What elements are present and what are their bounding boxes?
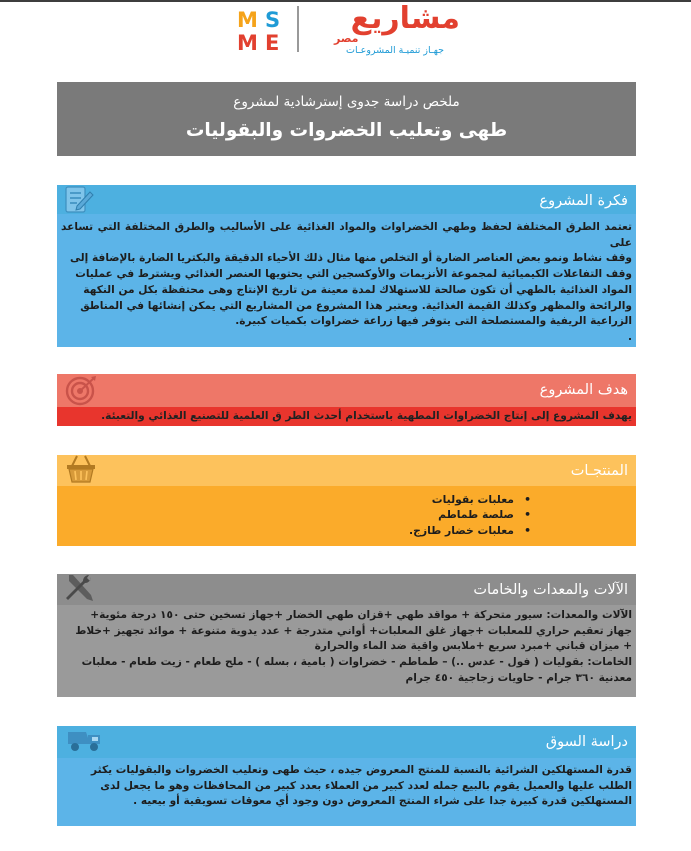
title-subtitle: ملخص دراسة جدوى إسترشادية لمشروع [233,94,460,110]
equipment-line-3: + ميزان قباني +مبرد سريع +ملابس واقية ضد الماء والحرارة [314,640,632,653]
equipment-header [57,574,636,605]
logo-letter-e: E [265,31,280,55]
products-title: المنتجـات [570,463,628,479]
equipment-line-5: معدنية ٣٦٠ جرام - حاويات زجاجية ٤٥٠ جرام [405,671,632,684]
basket-icon [64,452,98,486]
equipment-title: الآلات والمعدات والخامات [473,582,628,598]
equipment-body [57,605,636,697]
logo-letter-m1: M [237,8,258,32]
logo-divider [297,6,299,52]
goal-header [57,374,636,407]
list-item [57,507,636,522]
edit-document-icon [62,184,96,218]
products-list [57,492,636,538]
msme-logo [235,8,295,55]
equipment-line-4: الخامات: بقوليات ( فول - عدس ..) – طماطم - خضراوات ( بامية ، بسله ) - ملح طعام - زيت طعام - معلبات [81,656,632,669]
list-item [57,523,636,538]
idea-line-3: وقف التفاعلات الكيميائية لمجموعة الأنزيمات والأوكسجين التي يحتويها العنصر الغذائي ويشترط في عمليات [75,268,632,281]
market-line-1: قدرة المستهلكين الشرائية بالنسبة للمنتج المعروض جيده ، حيث طهى وتعليب الخضروات والبقوليات يكثر [91,764,632,776]
market-header [57,726,636,758]
equipment-text [61,608,632,687]
market-line-3: المستهلكين قدرة كبيرة جدا على شراء المنتج المعروض دون وجود أي معوقات تسويقية أو بيعيه . [133,795,632,808]
idea-line-5: والرائحة والمظهر وكذلك القيمة الغذائية. ويعتبر هذا المشروع من المشاريع التي يمكن إنشائها في المناطق [80,299,632,312]
idea-line-2: وقف نشاط ونمو بعض العناصر الضارة أو التخلص منها مثال ذلك الأحياء الدقيقة والبكتريا الضارة بالإضافة إلى [69,252,632,265]
products-header [57,455,636,486]
goal-text: يهدف المشروع إلى إنتاج الخضراوات المطهية باستخدام أحدث الطر ق العلمية للتصنيع الغذائي والتعبئة. [101,410,632,422]
market-body [57,758,636,826]
market-text [61,763,632,810]
goal-title: هدف المشروع [539,382,628,398]
bullet-icon: • [524,493,531,506]
product-label: صلصة طماطم [438,508,514,522]
page-title: طهى وتعليب الخضروات والبقوليات [185,120,508,141]
idea-title: فكرة المشروع [539,193,628,209]
mashroaat-logo [304,2,464,46]
truck-icon [66,722,100,756]
list-item [57,492,636,507]
market-line-2: الطلب عليها والعميل يقوم بالبيع جمله لعدد كبير من العملاء بعدد كبير من المحافظات وهو ما يجعل لدى [100,779,632,792]
idea-text [61,220,632,346]
logo-letter-m2: M [237,31,258,55]
product-label: معلبات خضار طازج. [408,523,514,537]
bullet-icon: • [524,508,531,522]
tools-icon [63,571,97,605]
idea-line-1: تعتمد الطرق المختلفة لحفظ وطهي الخضراوات والمواد الغذائية على الأساليب والطرق المختلفة التي تساعد على [61,221,632,249]
logo-word: مشاريع [350,1,460,36]
equipment-line-1: الآلات والمعدات: سيور متحركة + مواقد طهي +قزان طهي الخضار +جهاز تسخين حتى ١٥٠ درجة مئوية+ [90,609,632,621]
idea-body [57,214,636,347]
logo-sub: مصر [334,32,359,45]
idea-line-6: الزراعية الريفية والمستصلحة التى يتوفر فيها زراعة خضراوات بكميات كبيرة. [235,315,632,328]
market-title: دراسة السوق [545,734,628,750]
logo-tagline: جهـاز تنميـة المشروعـات [346,45,444,56]
equipment-line-2: جهاز تعقيم حراري للمعلبات +جهاز غلق المعلبات+ أواني متدرجة + عدد يدوية متنوعة + موائد تجهيز +خلاط [75,624,632,637]
logo-letter-s: S [265,8,281,32]
product-label: معلبات بقوليات [431,493,514,506]
idea-line-7: . [627,330,632,343]
goal-body [57,407,636,426]
title-box [57,82,636,156]
idea-line-4: المواد الغذائية بالطهي أن تكون صالحة للاستهلاك لمدة معينة من تاريخ الإنتاج وهى محتفظة بكل من النكهة [83,283,632,296]
products-body [57,486,636,546]
target-icon [64,374,98,408]
bullet-icon: • [524,523,531,537]
